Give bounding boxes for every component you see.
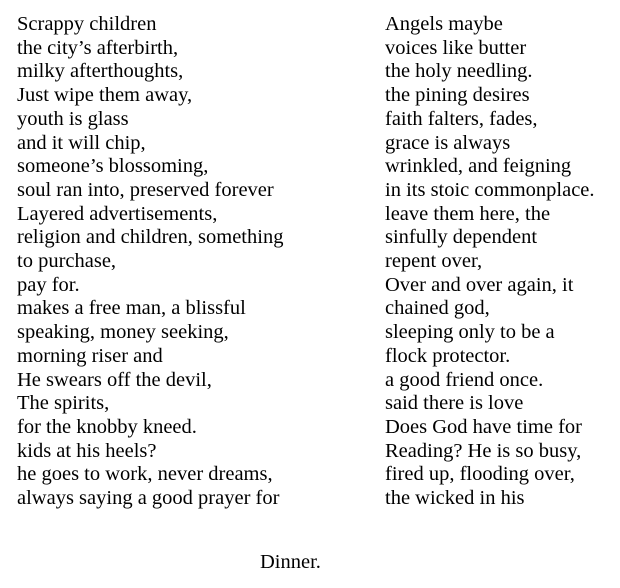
- poem-line: soul ran into, preserved forever: [17, 178, 274, 201]
- poem-line: He swears off the devil,: [17, 368, 212, 391]
- poem-line: the pining desires: [385, 84, 530, 107]
- poem-line: pay for.: [17, 273, 80, 296]
- poem-line: Just wipe them away,: [17, 84, 193, 107]
- poem-line: milky afterthoughts,: [17, 60, 184, 83]
- poem-line: religion and children, something: [17, 226, 284, 249]
- poem-line: to purchase,: [17, 250, 117, 273]
- poem-line: chained god,: [385, 297, 490, 320]
- poem-line: the city’s afterbirth,: [17, 36, 179, 59]
- poem-line: someone’s blossoming,: [17, 155, 209, 178]
- poem-line: wrinkled, and feigning: [385, 155, 572, 178]
- poem-line: youth is glass: [17, 107, 129, 130]
- poem-line: for the knobby kneed.: [17, 415, 197, 438]
- poem-line: leave them here, the: [385, 202, 551, 225]
- poem-line: said there is love: [385, 392, 524, 415]
- poem-line: flock protector.: [385, 344, 511, 367]
- poem-line: fired up, flooding over,: [385, 463, 575, 486]
- poem-line: Angels maybe: [385, 13, 503, 35]
- poem-line: the holy needling.: [385, 60, 533, 83]
- poem-line: and it will chip,: [17, 131, 146, 154]
- poem-line: Scrappy children: [17, 13, 157, 35]
- poem-line: Over and over again, it: [385, 273, 574, 296]
- poem-line: sleeping only to be a: [385, 321, 555, 344]
- poem-line: makes a free man, a blissful: [17, 297, 246, 320]
- poem-line: grace is always: [385, 131, 511, 154]
- poem-line: speaking, money seeking,: [17, 321, 229, 344]
- poem-column-left: [17, 13, 283, 511]
- poem-line: a good friend once.: [385, 368, 544, 391]
- poem-line: in its stoic commonplace.: [385, 178, 595, 201]
- poem-line: voices like butter: [385, 36, 527, 59]
- poem-line: the wicked in his: [385, 487, 525, 510]
- poem-line: always saying a good prayer for: [17, 487, 280, 510]
- poem-line: faith falters, fades,: [385, 107, 538, 130]
- poem-line: morning riser and: [17, 344, 163, 367]
- poem-column-right: [385, 13, 595, 511]
- poem-line: kids at his heels?: [17, 439, 157, 462]
- poem-line: The spirits,: [17, 392, 110, 415]
- poem-line: Reading? He is so busy,: [385, 439, 582, 462]
- poem-line: he goes to work, never dreams,: [17, 463, 273, 486]
- poem-line: repent over,: [385, 250, 483, 273]
- poem-final-word: Dinner.: [260, 551, 321, 573]
- poem-line: sinfully dependent: [385, 226, 538, 249]
- poem-line: Does God have time for: [385, 415, 582, 438]
- poem-line: Layered advertisements,: [17, 202, 218, 225]
